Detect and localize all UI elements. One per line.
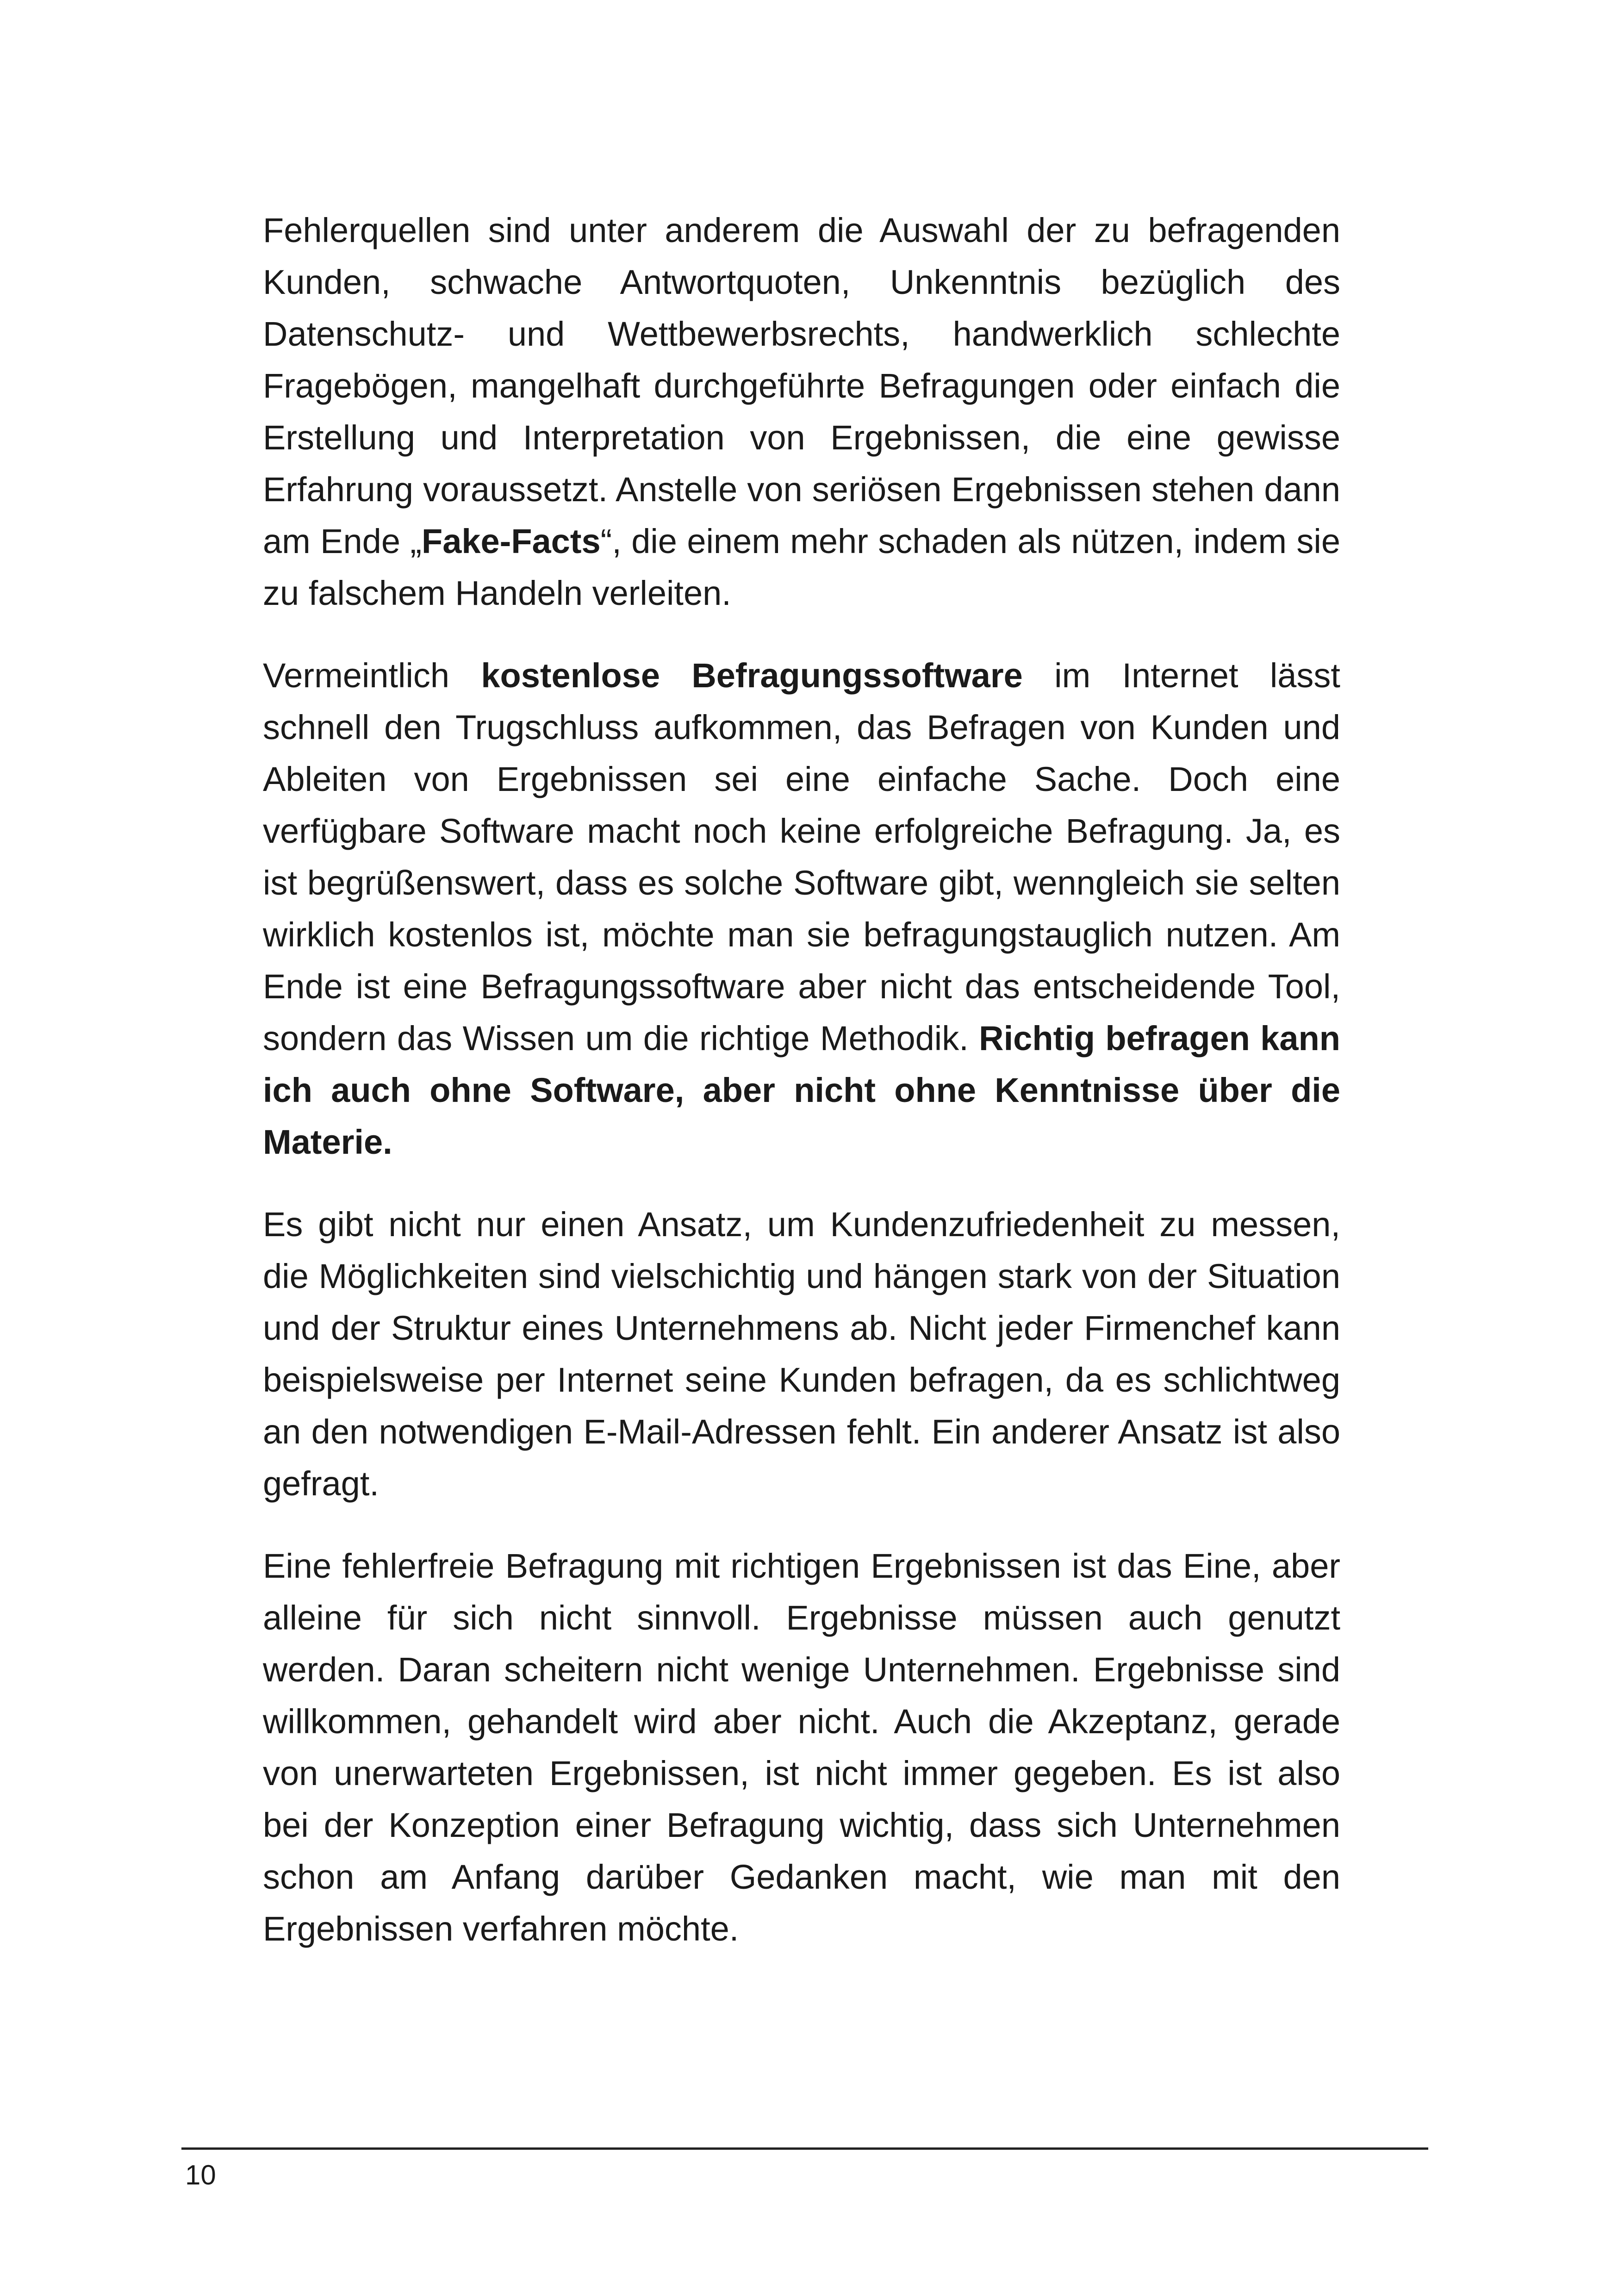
paragraph-4-segment-1: Eine fehlerfreie Befragung mit richtigen Ergebnissen ist das Eine, aber alleine für sich nicht sinnvoll. Ergebnisse müssen auch genutzt werden. Daran scheitern nicht wenige Unternehmen. Ergebnisse sind willkommen, gehandelt wird aber nicht. Auch die Akzeptanz, gerade von unerwarteten Ergebnissen, ist nicht immer gegeben. Es ist also bei der Konzeption einer Befragung wichtig, dass sich Unternehmen schon am Anfang darüber Gedanken macht, wie man mit den Ergebnissen verfahren möchte. — [263, 1547, 1340, 1948]
paragraph-4 — [263, 1540, 1340, 1955]
paragraph-3-segment-1: Es gibt nicht nur einen Ansatz, um Kundenzufriedenheit zu messen, die Möglichkeiten sind vielschichtig und hängen stark von der Situation und der Struktur eines Unternehmens ab. Nicht jeder Firmenchef kann beispielsweise per Internet seine Kunden befragen, da es schlichtweg an den notwendigen E-Mail-Adressen fehlt. Ein anderer Ansatz ist also gefragt. — [263, 1205, 1340, 1503]
paragraph-1 — [263, 205, 1340, 619]
paragraph-2-bold-conclusion: Richtig befragen kann ich auch ohne Software, aber nicht ohne Kenntnisse über die Materie. — [263, 1019, 1340, 1161]
page-number: 10 — [185, 2159, 216, 2190]
paragraph-1-segment-3: “, die einem mehr schaden als nützen, indem sie zu falschem Handeln verleiten. — [263, 522, 1340, 612]
body-text — [263, 205, 1340, 1955]
paragraph-2 — [263, 650, 1340, 1168]
paragraph-2-segment-3: im Internet lässt schnell den Trugschluss aufkommen, das Befragen von Kunden und Ableiten von Ergebnissen sei eine einfache Sache. Doch eine verfügbare Software macht noch keine erfolgreiche Befragung. Ja, es ist begrüßenswert, dass es solche Software gibt, wenngleich sie selten wirklich kostenlos ist, möchte man sie befragungstauglich nutzen. Am Ende ist eine Befragungssoftware aber nicht das entscheidende Tool, sondern das Wissen um die richtige Methodik. — [263, 656, 1340, 1058]
footer-divider — [181, 2147, 1428, 2150]
paragraph-1-segment-1: Fehlerquellen sind unter anderem die Auswahl der zu befragenden Kunden, schwache Antwortquoten, Unkenntnis bezüglich des Datenschutz- und Wettbewerbsrechts, handwerklich schlechte Fragebögen, mangelhaft durchgeführte Befragungen oder einfach die Erstellung und Interpretation von Ergebnissen, die eine gewisse Erfahrung voraussetzt. Anstelle von seriösen Ergebnissen stehen dann am Ende „ — [263, 211, 1340, 560]
paragraph-2-bold-software: kostenlose Befragungssoftware — [481, 656, 1023, 695]
paragraph-1-bold-fake-facts: Fake-Facts — [422, 522, 601, 560]
paragraph-2-segment-1: Vermeintlich — [263, 656, 481, 695]
paragraph-3 — [263, 1199, 1340, 1510]
